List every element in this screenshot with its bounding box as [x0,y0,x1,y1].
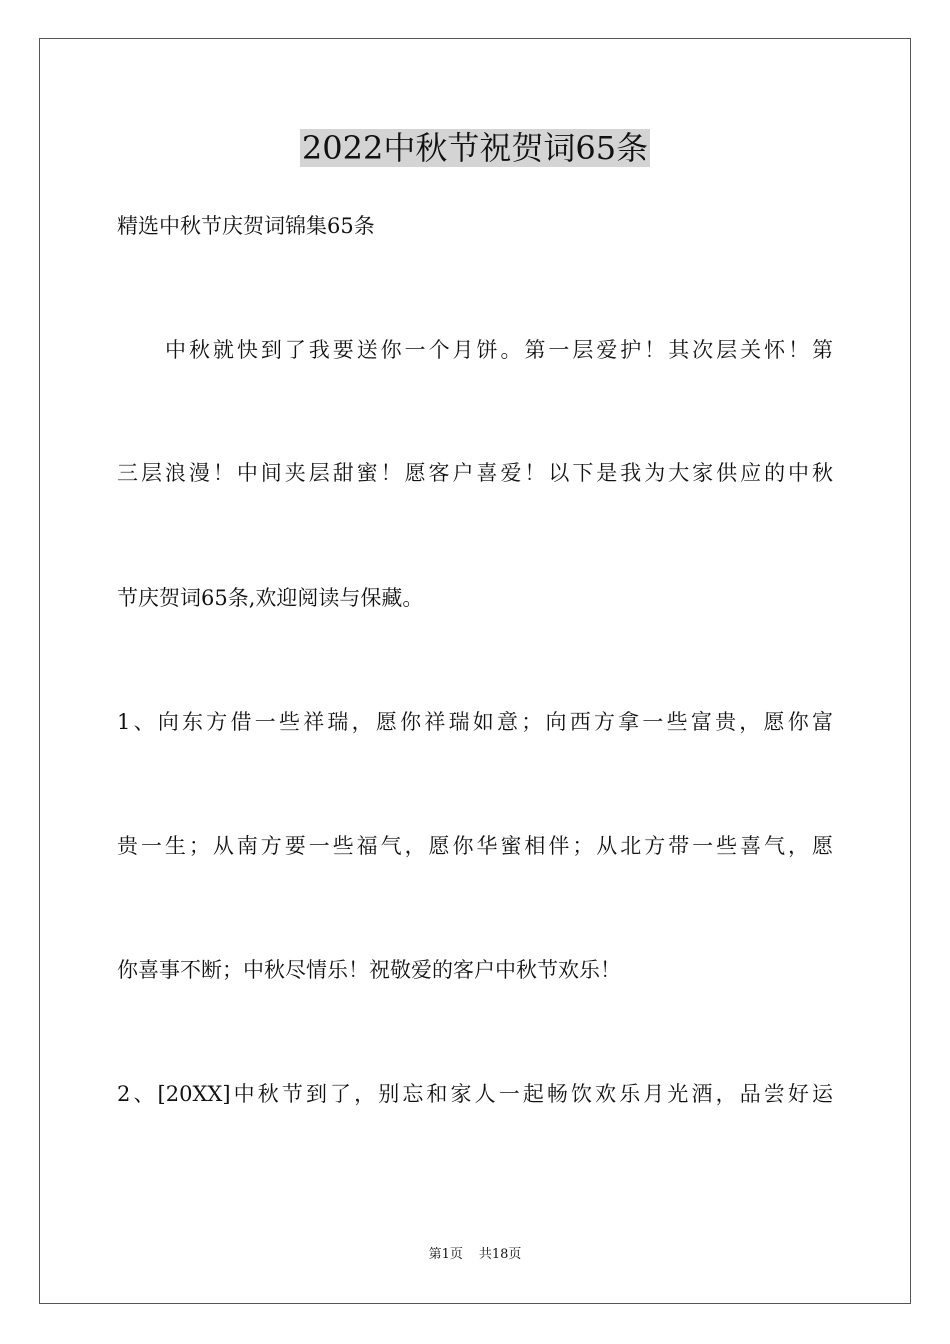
paragraph-line: 贵一生；从南方要一些福气，愿你华蜜相伴；从北方带一些喜气，愿 [117,834,833,858]
page-total: 共18页 [478,1247,522,1262]
document-title [0,126,950,170]
page-footer [0,1246,950,1264]
document-title-text: 2022中秋节祝贺词65条 [301,129,649,167]
document-subtitle: 精选中秋节庆贺词锦集65条 [117,214,375,238]
paragraph-line: 节庆贺词65条,欢迎阅读与保藏。 [117,586,424,610]
paragraph-line: 1、向东方借一些祥瑞，愿你祥瑞如意；向西方拿一些富贵，愿你富 [117,710,833,734]
paragraph-line: 2、[20XX]中秋节到了，别忘和家人一起畅饮欢乐月光酒，品尝好运 [117,1082,833,1106]
paragraph-line: 三层浪漫！中间夹层甜蜜！愿客户喜爱！以下是我为大家供应的中秋 [117,461,833,485]
paragraph-line: 中秋就快到了我要送你一个月饼。第一层爱护！其次层关怀！第 [165,338,833,362]
paragraph-line: 你喜事不断；中秋尽情乐！祝敬爱的客户中秋节欢乐！ [117,958,621,982]
page-number: 第1页 [428,1247,463,1262]
